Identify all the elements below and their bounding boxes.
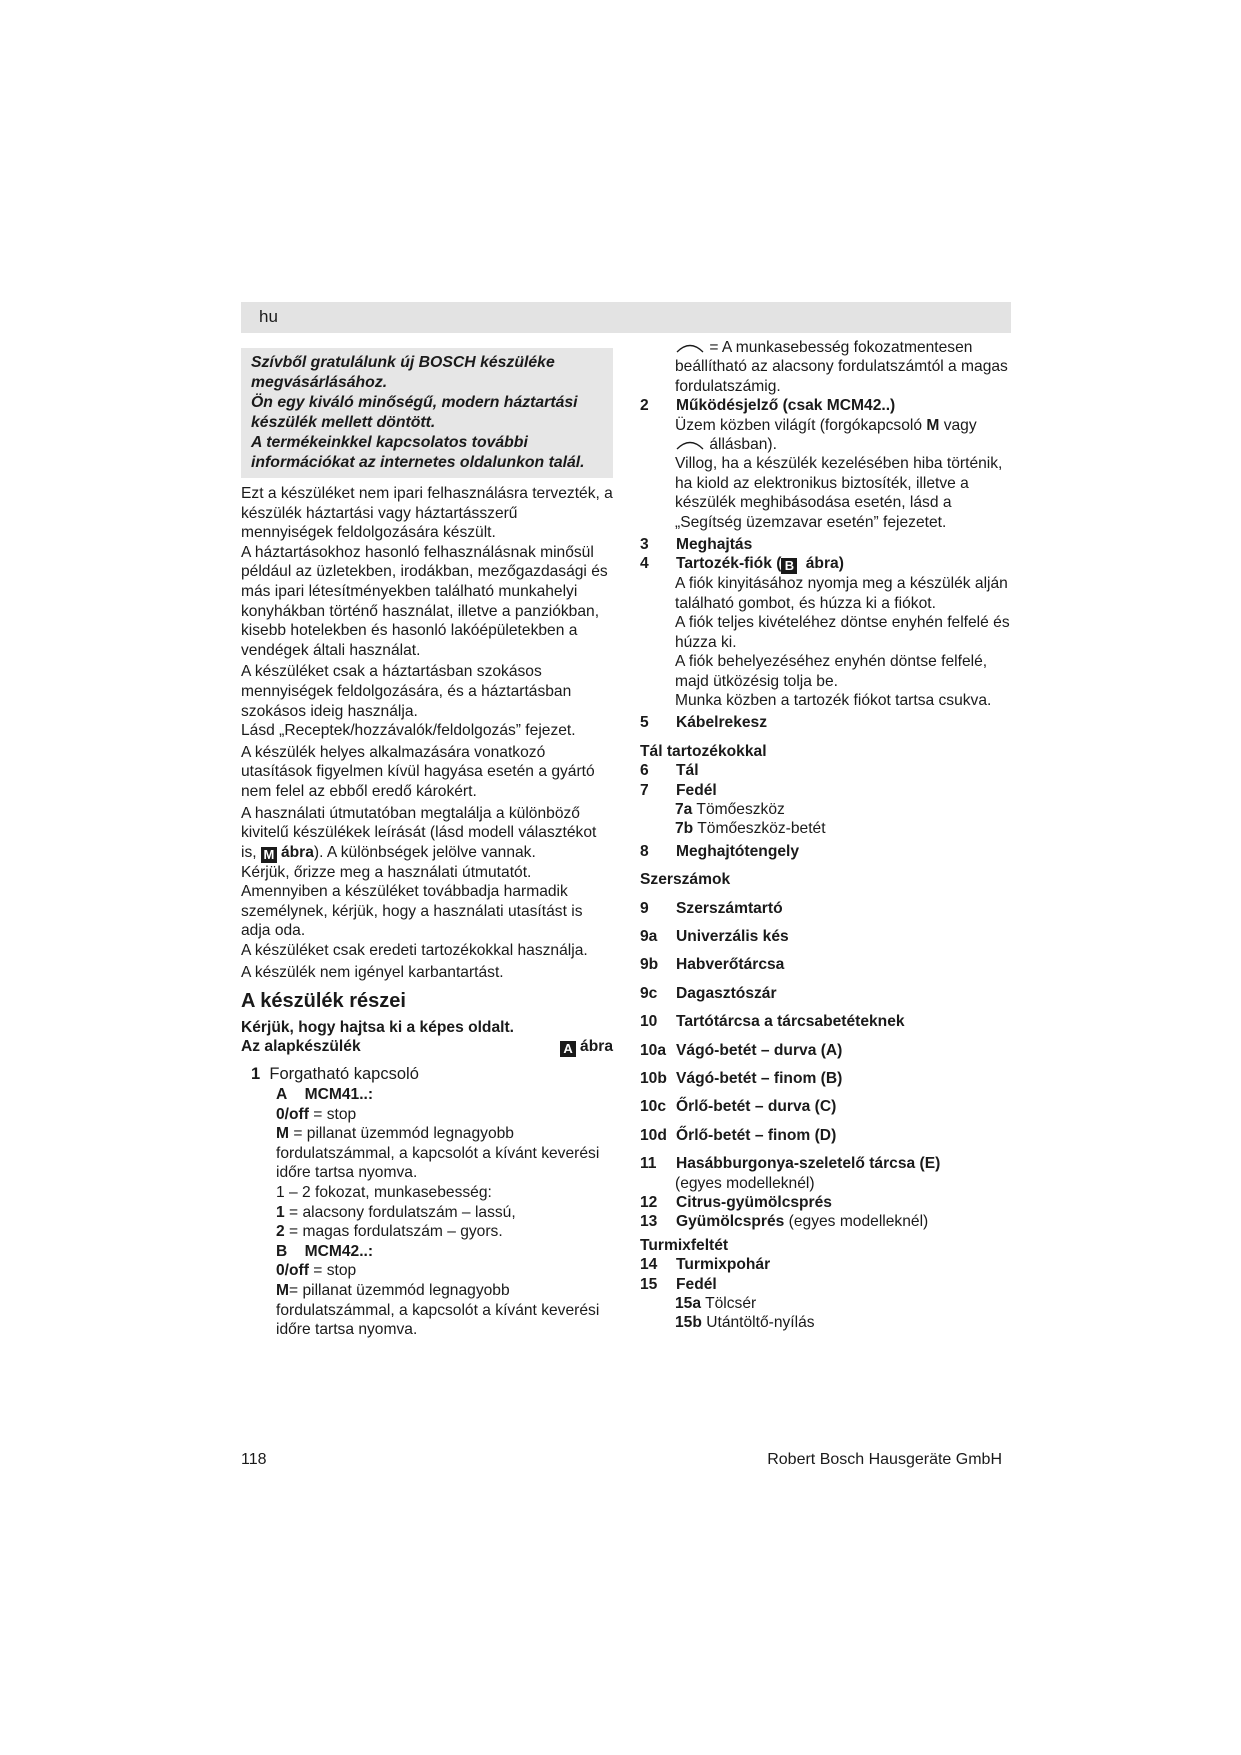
item-15: [640, 1275, 1020, 1294]
item-9a: [640, 927, 1020, 946]
switch-setting: [276, 1222, 613, 1242]
item-10a: [640, 1041, 1020, 1060]
item-number: 12: [640, 1194, 658, 1212]
item-10c: [640, 1097, 1020, 1116]
item-number: 4: [640, 555, 649, 573]
item-text: vagy: [939, 416, 977, 434]
item-text: Üzem közben világít (forgókapcsoló: [675, 416, 927, 434]
item-label: Vágó-betét – finom (B): [676, 1070, 843, 1087]
fold-note: Kérjük, hogy hajtsa ki a képes oldalt.: [241, 1018, 514, 1036]
item-label: Forgatható kapcsoló: [269, 1065, 419, 1084]
figure-a-badge: A: [560, 1041, 576, 1057]
item-label: Őrlő-betét – finom (D): [676, 1126, 837, 1144]
item-2-text: [640, 416, 1020, 455]
arc-text: = A munkasebesség fokozatmentesen beállítható az alacsony fordulatszámtól a magas fordulatszámig.: [675, 339, 1008, 395]
item-label: Citrus-gyümölcsprés: [676, 1194, 832, 1212]
paragraph: Ezt a készüléket nem ipari felhasználásra tervezték, a készülék háztartási vagy háztartásszerű mennyiségek feldolgozására készült.: [241, 485, 613, 542]
item-label-bold: Gyümölcsprés: [676, 1213, 785, 1231]
item-10b: [640, 1069, 1020, 1088]
item-number: 7a: [675, 800, 693, 818]
item-1: [241, 1065, 613, 1085]
item-number: 9: [640, 899, 649, 917]
item-label: Dagasztószár: [676, 984, 777, 1002]
item-label: Turmixpohár: [676, 1256, 771, 1274]
item-4: [640, 554, 1020, 574]
item-4-text: Munka közben a tartozék fiókot tartsa csukva.: [675, 691, 992, 709]
item-11: [640, 1154, 1020, 1173]
item-number: 9a: [640, 927, 658, 945]
paragraph-text: ). A különbségek jelölve vannak.: [313, 843, 536, 861]
item-number: 15a: [675, 1295, 702, 1313]
model-letter: A: [276, 1086, 288, 1104]
item-number: 11: [640, 1155, 657, 1173]
item-number: 9c: [640, 984, 658, 1002]
language-code: hu: [259, 307, 278, 326]
item-number: 10d: [640, 1126, 667, 1144]
right-column: [640, 338, 1020, 1333]
figure-word: ábra: [280, 843, 314, 861]
item-5: [640, 713, 1020, 732]
item-label: Hasábburgonya-szeletelő tárcsa (E): [676, 1155, 941, 1173]
item-7b: [640, 819, 1020, 838]
item-number: 6: [640, 762, 649, 780]
language-bar: [241, 302, 1011, 333]
company-name: Robert Bosch Hausgeräte GmbH: [767, 1451, 1002, 1468]
item-4-text: A fiók behelyezéséhez enyhén döntse felfelé, majd ütközésig tolja be.: [675, 653, 988, 690]
item-label: Univerzális kés: [676, 927, 789, 945]
setting-key: 0/off: [276, 1105, 309, 1123]
item-label: Szerszámtartó: [676, 899, 783, 917]
item-label: Tál: [676, 762, 699, 780]
item-label: Tömőeszköz-betét: [697, 820, 826, 838]
model-b-heading: [276, 1242, 613, 1262]
paragraph: A készüléket csak eredeti tartozékokkal használja.: [241, 942, 588, 960]
item-number: 2: [640, 397, 649, 415]
item-label-part: ábra): [801, 555, 844, 573]
item-number: 5: [640, 714, 649, 732]
switch-setting: [276, 1281, 613, 1340]
group-heading: Turmixfeltét: [640, 1236, 729, 1254]
paragraph: Lásd „Receptek/hozzávalók/feldolgozás” fejezet.: [241, 722, 576, 740]
item-12: [640, 1193, 1020, 1212]
item-number: 8: [640, 842, 649, 860]
switch-setting: [276, 1203, 613, 1223]
model-a-heading: [276, 1085, 613, 1105]
levels-line: 1 – 2 fokozat, munkasebesség:: [276, 1184, 492, 1201]
paragraph-text: A használati útmutatóban megtalálja a különböző kivitelű készülékek leírását (lásd modell választékot is,: [241, 804, 597, 861]
paragraph: A készülék nem igényel karbantartást.: [241, 963, 504, 981]
item-number: 15: [640, 1275, 658, 1293]
item-14: [640, 1255, 1020, 1274]
item-label: Vágó-betét – durva (A): [676, 1041, 843, 1059]
basic-device-label: Az alapkészülék: [241, 1038, 361, 1056]
switch-setting: [276, 1124, 613, 1183]
item-label: Meghajtótengely: [676, 842, 800, 860]
intro-line: Szívből gratulálunk új BOSCH készüléke megvásárlásához.: [251, 354, 555, 391]
item-number: 10: [640, 1013, 658, 1031]
item-7a: [640, 800, 1020, 819]
page-number: 118: [241, 1451, 267, 1468]
item-text-m: M: [926, 416, 940, 434]
item-9: [640, 899, 1020, 918]
setting-value: = stop: [308, 1105, 357, 1123]
figure-b-badge: B: [781, 558, 797, 574]
item-label: Kábelrekesz: [676, 714, 768, 732]
item-4-text: A fiók teljes kivételéhez döntse enyhén felfelé és húzza ki.: [675, 614, 1010, 651]
paragraph: A készüléket csak a háztartásban szokásos mennyiségek feldolgozására, és a háztartásban szokásos ideig használja.: [241, 663, 572, 720]
item-label: Működésjelző (csak MCM42..): [676, 397, 896, 415]
setting-key: 2: [276, 1223, 285, 1241]
arc-speed-icon: [675, 438, 705, 450]
item-label: Őrlő-betét – durva (C): [676, 1098, 837, 1116]
item-number: 10a: [640, 1041, 667, 1059]
item-label: Utántöltő-nyílás: [706, 1314, 815, 1332]
setting-value: = stop: [308, 1262, 357, 1280]
arc-speed-icon: [675, 341, 705, 353]
item-number: 7: [640, 781, 649, 799]
setting-value: = alacsony fordulatszám – lassú,: [284, 1203, 516, 1221]
item-number: 7b: [675, 820, 694, 838]
paragraph: Kérjük, őrizze meg a használati útmutatót. Amennyiben a készüléket továbbadja harmadik személynek, kérjük, hogy a használati utasítást is adja oda.: [241, 863, 583, 940]
item-label: Fedél: [676, 1275, 717, 1293]
setting-value: = pillanat üzemmód legnagyobb fordulatszámmal, a kapcsolót a kívánt keverési időre tartsa nyomva.: [276, 1281, 600, 1339]
intro-line: A termékeinkkel kapcsolatos további információkat az internetes oldalunkon talál.: [251, 434, 585, 471]
model-name: MCM41..:: [304, 1086, 374, 1104]
group-heading: Szerszámok: [640, 871, 731, 889]
item-13: [640, 1212, 1020, 1231]
item-7: [640, 781, 1020, 800]
item-number: 13: [640, 1213, 658, 1231]
item-label: Tartótárcsa a tárcsabetéteknek: [676, 1013, 905, 1031]
figure-m-badge: M: [261, 847, 277, 863]
item-3: [640, 535, 1020, 554]
switch-setting: [276, 1105, 613, 1125]
item-note: (egyes modelleknél): [784, 1213, 929, 1231]
item-15b: [640, 1313, 1020, 1332]
item-number: 9b: [640, 956, 659, 974]
model-letter: B: [276, 1242, 288, 1260]
setting-value: = pillanat üzemmód legnagyobb fordulatszámmal, a kapcsolót a kívánt keverési időre tartsa nyomva.: [276, 1125, 600, 1182]
item-label: Tömőeszköz: [696, 800, 785, 818]
basic-device-row: [241, 1037, 613, 1057]
item-label: Tölcsér: [705, 1295, 757, 1313]
group-heading: Tál tartozékokkal: [640, 742, 767, 760]
item-label: [676, 1212, 1020, 1231]
item-2: [640, 396, 1020, 415]
intro-line: Ön egy kiváló minőségű, modern háztartási készülék mellett döntött.: [251, 394, 578, 431]
item-label: Habverőtárcsa: [676, 956, 785, 974]
setting-value: = magas fordulatszám – gyors.: [284, 1223, 503, 1241]
setting-key: 0/off: [276, 1262, 309, 1280]
paragraph: A háztartásokhoz hasonló felhasználásnak minősül például az üzletekben, irodákban, mezőgazdasági és más ipari létesítményekben található munkahelyi konyhákban történő használat, illetve a panziókban, kisebb hotelekben és hasonló lakóépületekben a vendégek általi használat.: [241, 543, 608, 659]
item-label: [676, 554, 1020, 574]
item-10: [640, 1012, 1020, 1031]
item-4-text: A fiók kinyitásához nyomja meg a készülék alján található gombot, és húzza ki a fiókot.: [675, 575, 1008, 612]
setting-key: 1: [276, 1203, 285, 1221]
item-text: állásban).: [705, 436, 777, 454]
item-number: 10c: [640, 1098, 667, 1116]
item-10d: [640, 1126, 1020, 1145]
paragraph: [241, 804, 613, 863]
model-name: MCM42..:: [304, 1242, 374, 1260]
item-number: 15b: [675, 1314, 702, 1332]
switch-details: [241, 1085, 613, 1340]
item-label-part: Tartozék-fiók (: [676, 555, 782, 573]
item-number: 1: [251, 1065, 261, 1084]
item-number: 3: [640, 536, 649, 554]
item-6: [640, 761, 1020, 780]
intro-box: [241, 348, 613, 478]
figure-a-ref: [560, 1037, 613, 1057]
section-title: A készülék részei: [241, 990, 406, 1013]
item-number: 10b: [640, 1070, 667, 1087]
item-11-note: (egyes modelleknél): [675, 1174, 815, 1192]
paragraph: A készülék helyes alkalmazására vonatkozó utasítások figyelmen kívül hagyása esetén a gyártó nem felel az ebből eredő károkért.: [241, 743, 595, 800]
setting-key: M: [276, 1281, 289, 1299]
setting-key: M: [276, 1125, 289, 1143]
arc-description: [640, 338, 1020, 396]
item-number: 14: [640, 1256, 658, 1274]
item-15a: [640, 1294, 1020, 1313]
item-9c: [640, 984, 1020, 1003]
item-2-text: Villog, ha a készülék kezelésében hiba történik, ha kiold az elektronikus biztosíték, illetve a készülék meghibásodása esetén, lásd a „Segítség üzemzavar esetén” fejezetet.: [675, 455, 1003, 531]
item-9b: [640, 955, 1020, 974]
item-label: Meghajtás: [676, 536, 753, 554]
figure-a-word: ábra: [580, 1038, 613, 1056]
left-column: [241, 348, 613, 1340]
item-label: Fedél: [676, 781, 717, 799]
switch-setting: [276, 1261, 613, 1281]
item-8: [640, 842, 1020, 861]
